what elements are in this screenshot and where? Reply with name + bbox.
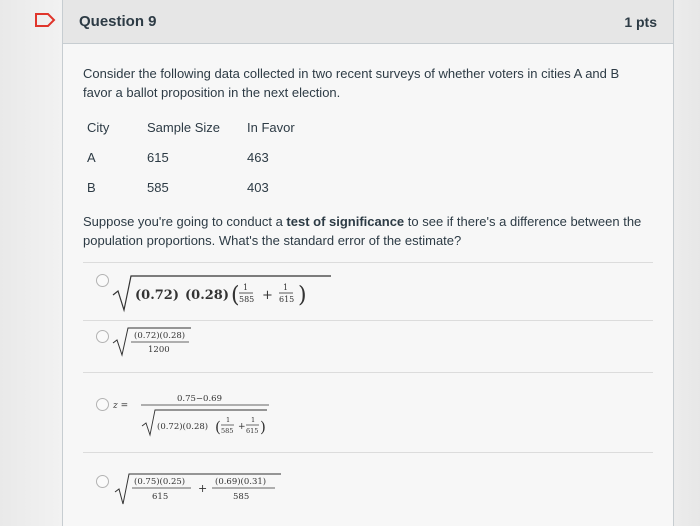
formula-term: (0.72) (135, 288, 179, 303)
question-body (63, 44, 673, 250)
question-prompt (83, 212, 643, 250)
table-header-cell: In Favor (247, 119, 295, 135)
formula-option-a (109, 268, 339, 316)
formula-plus: + (262, 288, 273, 303)
formula-plus: + (198, 482, 208, 495)
table-row (83, 172, 367, 202)
formula-plus: + (238, 422, 246, 432)
svg-text:): ) (298, 283, 307, 308)
table-cell: B (87, 179, 96, 195)
formula-option-c (111, 388, 301, 442)
prompt-text: to see if there's a difference between the population proportions. What's the standard error of the estimate? (83, 214, 642, 248)
table-cell: 403 (247, 179, 269, 195)
formula-numerator: 1 (243, 283, 249, 292)
table-cell: 463 (247, 149, 269, 165)
table-cell: A (87, 149, 96, 165)
table-cell: 585 (147, 179, 169, 195)
table-cell: 615 (147, 149, 169, 165)
answer-option-b[interactable] (93, 323, 653, 365)
survey-data-table (83, 112, 367, 202)
table-header-cell: City (87, 119, 110, 135)
prompt-text: Suppose you're going to conduct a (83, 214, 287, 229)
answer-option-c[interactable] (93, 388, 653, 444)
formula-denominator: 585 (239, 295, 255, 304)
radio-button[interactable] (96, 398, 109, 411)
table-row (83, 142, 367, 172)
formula-denominator: 1200 (148, 345, 170, 355)
option-divider (83, 372, 653, 373)
table-header-cell: Sample Size (147, 119, 220, 135)
table-header-row (83, 112, 367, 142)
svg-text:(: ( (231, 283, 240, 308)
radio-button[interactable] (96, 274, 109, 287)
formula-lhs: z = (113, 401, 129, 411)
answer-option-d[interactable] (93, 468, 653, 512)
formula-option-b (109, 323, 219, 361)
flag-question-icon[interactable] (34, 12, 56, 28)
option-divider (83, 452, 653, 453)
question-header (63, 0, 673, 44)
formula-denominator: 585 (221, 427, 234, 435)
svg-text:(: ( (215, 418, 221, 436)
formula-numerator: 0.75−0.69 (177, 394, 222, 404)
formula-denominator: 615 (152, 492, 169, 502)
question-intro: Consider the following data collected in two recent surveys of whether voters in cities A and B favor a ballot proposition in the next election. (83, 66, 620, 100)
formula-numerator: 1 (251, 416, 256, 424)
formula-term: (0.28) (185, 288, 229, 303)
radio-button[interactable] (96, 330, 109, 343)
svg-text:): ) (260, 418, 266, 436)
formula-numerator: (0.69)(0.31) (215, 477, 267, 487)
formula-denominator: 615 (246, 427, 259, 435)
formula-numerator: 1 (226, 416, 231, 424)
question-card (62, 0, 674, 526)
option-divider (83, 320, 653, 321)
answer-option-a[interactable] (93, 268, 653, 318)
formula-numerator: (0.72)(0.28) (134, 331, 186, 341)
answers-divider (83, 262, 653, 263)
formula-denominator: 615 (279, 295, 295, 304)
formula-numerator: 1 (283, 283, 289, 292)
question-title: Question 9 (79, 13, 157, 30)
question-points: 1 pts (624, 13, 657, 30)
prompt-emphasis: test of significance (286, 214, 405, 229)
radio-button[interactable] (96, 475, 109, 488)
formula-numerator: (0.75)(0.25) (134, 477, 186, 487)
formula-denominator: 585 (233, 492, 250, 502)
formula-term: (0.72)(0.28) (157, 422, 209, 432)
formula-option-d (111, 468, 291, 512)
